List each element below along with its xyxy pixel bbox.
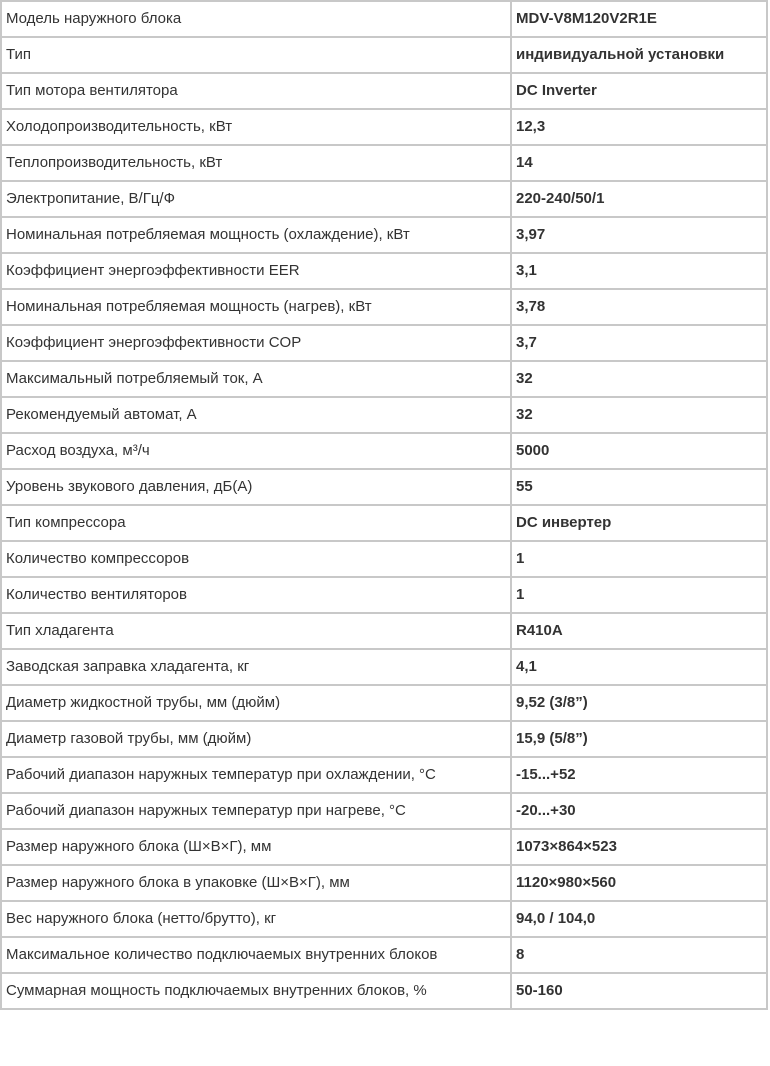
spec-value: 1 [511,577,767,613]
spec-row [1,685,767,721]
spec-value: 55 [511,469,767,505]
spec-label: Тип компрессора [1,505,511,541]
spec-label: Тип мотора вентилятора [1,73,511,109]
spec-row [1,937,767,973]
spec-label: Диаметр жидкостной трубы, мм (дюйм) [1,685,511,721]
spec-label: Рабочий диапазон наружных температур при охлаждении, °С [1,757,511,793]
spec-label: Тип [1,37,511,73]
spec-value: R410A [511,613,767,649]
spec-row [1,901,767,937]
spec-value: 32 [511,397,767,433]
spec-label: Размер наружного блока (Ш×В×Г), мм [1,829,511,865]
spec-value: 3,7 [511,325,767,361]
spec-label: Максимальное количество подключаемых внутренних блоков [1,937,511,973]
spec-value: 9,52 (3/8”) [511,685,767,721]
spec-row [1,325,767,361]
spec-row [1,1,767,37]
spec-value: 1073×864×523 [511,829,767,865]
spec-row [1,37,767,73]
spec-value: 32 [511,361,767,397]
spec-label: Размер наружного блока в упаковке (Ш×В×Г), мм [1,865,511,901]
spec-row [1,289,767,325]
spec-value: 1 [511,541,767,577]
spec-row [1,793,767,829]
spec-row [1,361,767,397]
spec-label: Расход воздуха, м³/ч [1,433,511,469]
spec-row [1,865,767,901]
spec-row [1,397,767,433]
spec-value: 4,1 [511,649,767,685]
spec-label: Максимальный потребляемый ток, А [1,361,511,397]
spec-row [1,181,767,217]
spec-value: 50-160 [511,973,767,1009]
spec-row [1,577,767,613]
spec-table-body [1,1,767,1009]
spec-row [1,217,767,253]
spec-value: 8 [511,937,767,973]
spec-value: 94,0 / 104,0 [511,901,767,937]
spec-row [1,613,767,649]
spec-row [1,721,767,757]
spec-row [1,433,767,469]
spec-row [1,757,767,793]
spec-label: Суммарная мощность подключаемых внутренних блоков, % [1,973,511,1009]
spec-label: Модель наружного блока [1,1,511,37]
spec-value: 14 [511,145,767,181]
spec-label: Вес наружного блока (нетто/брутто), кг [1,901,511,937]
spec-label: Уровень звукового давления, дБ(А) [1,469,511,505]
spec-label: Номинальная потребляемая мощность (нагрев), кВт [1,289,511,325]
spec-label: Холодопроизводительность, кВт [1,109,511,145]
spec-label: Теплопроизводительность, кВт [1,145,511,181]
spec-row [1,145,767,181]
spec-value: DC Inverter [511,73,767,109]
spec-value: -15...+52 [511,757,767,793]
spec-value: 12,3 [511,109,767,145]
spec-label: Количество компрессоров [1,541,511,577]
spec-value: -20...+30 [511,793,767,829]
spec-value: 3,78 [511,289,767,325]
spec-label: Электропитание, В/Гц/Ф [1,181,511,217]
spec-label: Коэффициент энергоэффективности COP [1,325,511,361]
spec-value: MDV-V8M120V2R1E [511,1,767,37]
spec-label: Количество вентиляторов [1,577,511,613]
spec-row [1,973,767,1009]
spec-row [1,829,767,865]
spec-value: 5000 [511,433,767,469]
spec-value: 220-240/50/1 [511,181,767,217]
spec-label: Номинальная потребляемая мощность (охлаждение), кВт [1,217,511,253]
spec-value: 1120×980×560 [511,865,767,901]
spec-row [1,505,767,541]
spec-row [1,253,767,289]
spec-label: Заводская заправка хладагента, кг [1,649,511,685]
spec-row [1,469,767,505]
spec-value: индивидуальной установки [511,37,767,73]
spec-row [1,541,767,577]
spec-row [1,109,767,145]
spec-value: DC инвертер [511,505,767,541]
spec-label: Коэффициент энергоэффективности EER [1,253,511,289]
spec-value: 3,1 [511,253,767,289]
spec-row [1,649,767,685]
spec-label: Рабочий диапазон наружных температур при нагреве, °С [1,793,511,829]
spec-label: Тип хладагента [1,613,511,649]
spec-value: 3,97 [511,217,767,253]
spec-value: 15,9 (5/8”) [511,721,767,757]
spec-row [1,73,767,109]
spec-label: Диаметр газовой трубы, мм (дюйм) [1,721,511,757]
spec-label: Рекомендуемый автомат, А [1,397,511,433]
